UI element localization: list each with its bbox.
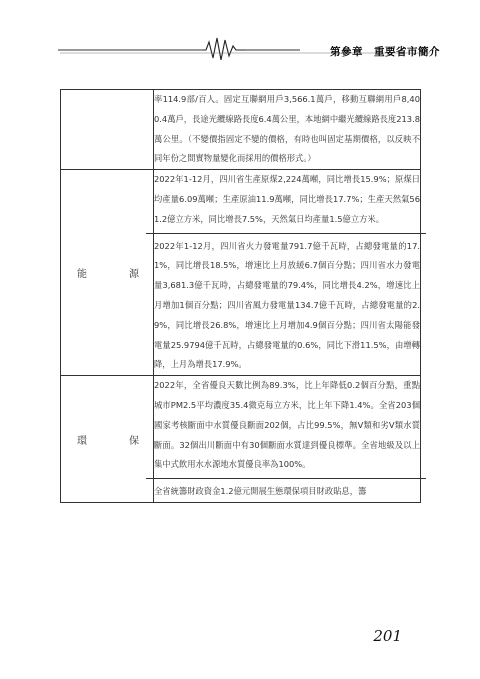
row-content-environment xyxy=(154,376,421,503)
paragraph-divider xyxy=(146,478,426,479)
label-char: 保 xyxy=(129,435,139,447)
row-label-environment xyxy=(61,376,154,503)
page-header xyxy=(0,0,480,60)
content-paragraph: 2022年1-12月，四川省生產原煤2,224萬噸，同比增長15.9%；原煤日均產量6.09萬噸；生產原油11.9萬噸，同比增長17.7%；生產天然氣561.2億立方米，同比增長7.5%，天然氣日均產量1.5億立方米。 xyxy=(154,174,420,224)
label-char: 環 xyxy=(77,435,87,447)
chapter-title: 第參章 重要省市簡介 xyxy=(330,46,440,58)
label-char: 源 xyxy=(129,269,139,281)
label-char: 能 xyxy=(77,269,87,281)
row-label-energy xyxy=(61,170,154,376)
table-row-environment xyxy=(61,376,421,503)
page-number: 201 xyxy=(373,627,402,645)
row-content-continued xyxy=(154,90,421,170)
table-row-continued xyxy=(61,90,421,170)
row-content-energy xyxy=(154,170,421,376)
content-paragraph: 全省統籌財政資金1.2億元開展生態環保項目財政貼息，籌 xyxy=(154,486,367,497)
content-paragraph: 率114.9部/百人。固定互聯網用戶3,566.1萬戶，移動互聯網用戶8,400.4萬戶，長途光纜線路長度6.4萬公里，本地網中繼光纜線路長度213.8萬公里。（不變價指固定不變的價格，有時也叫固定基期價格，以反映不同年份之間實物量變化而採用的價格形式。） xyxy=(154,94,420,164)
content-paragraph: 2022年1-12月，四川省火力發電量791.7億千瓦時，占總發電量的17.1%，同比增長18.5%，增速比上月放緩6.7個百分點；四川省水力發電量3,681.3億千瓦時，占總發電量的79.4%，同比增長4.2%，增速比上月增加1個百分點；四川省風力發電量134.7億千瓦時，占總發電量的2.9%，同比增長26.8%，增速比上月增加4.9個百分點；四川省太陽能發電量25.9794億千瓦時，占總發電量的0.6%，同比下滑11.5%，由增轉降，上月為增長17.9%。 xyxy=(154,240,420,370)
row-label-empty xyxy=(61,90,154,170)
content-paragraph: 2022年，全省優良天數比例為89.3%，比上年降低0.2個百分點，重點城市PM2.5平均濃度35.4微克每立方米，比上年下降1.4%。全省203個國家考核斷面中水質優良斷面202個，占比99.5%，無V類和劣V類水質斷面。32個出川斷面中有30個斷面水質達到優良標準。全省地級及以上集中式飲用水水源地水質優良率為100%。 xyxy=(154,380,420,470)
table-row-energy xyxy=(61,170,421,376)
paragraph-divider xyxy=(146,233,426,234)
province-info-table xyxy=(60,89,421,503)
